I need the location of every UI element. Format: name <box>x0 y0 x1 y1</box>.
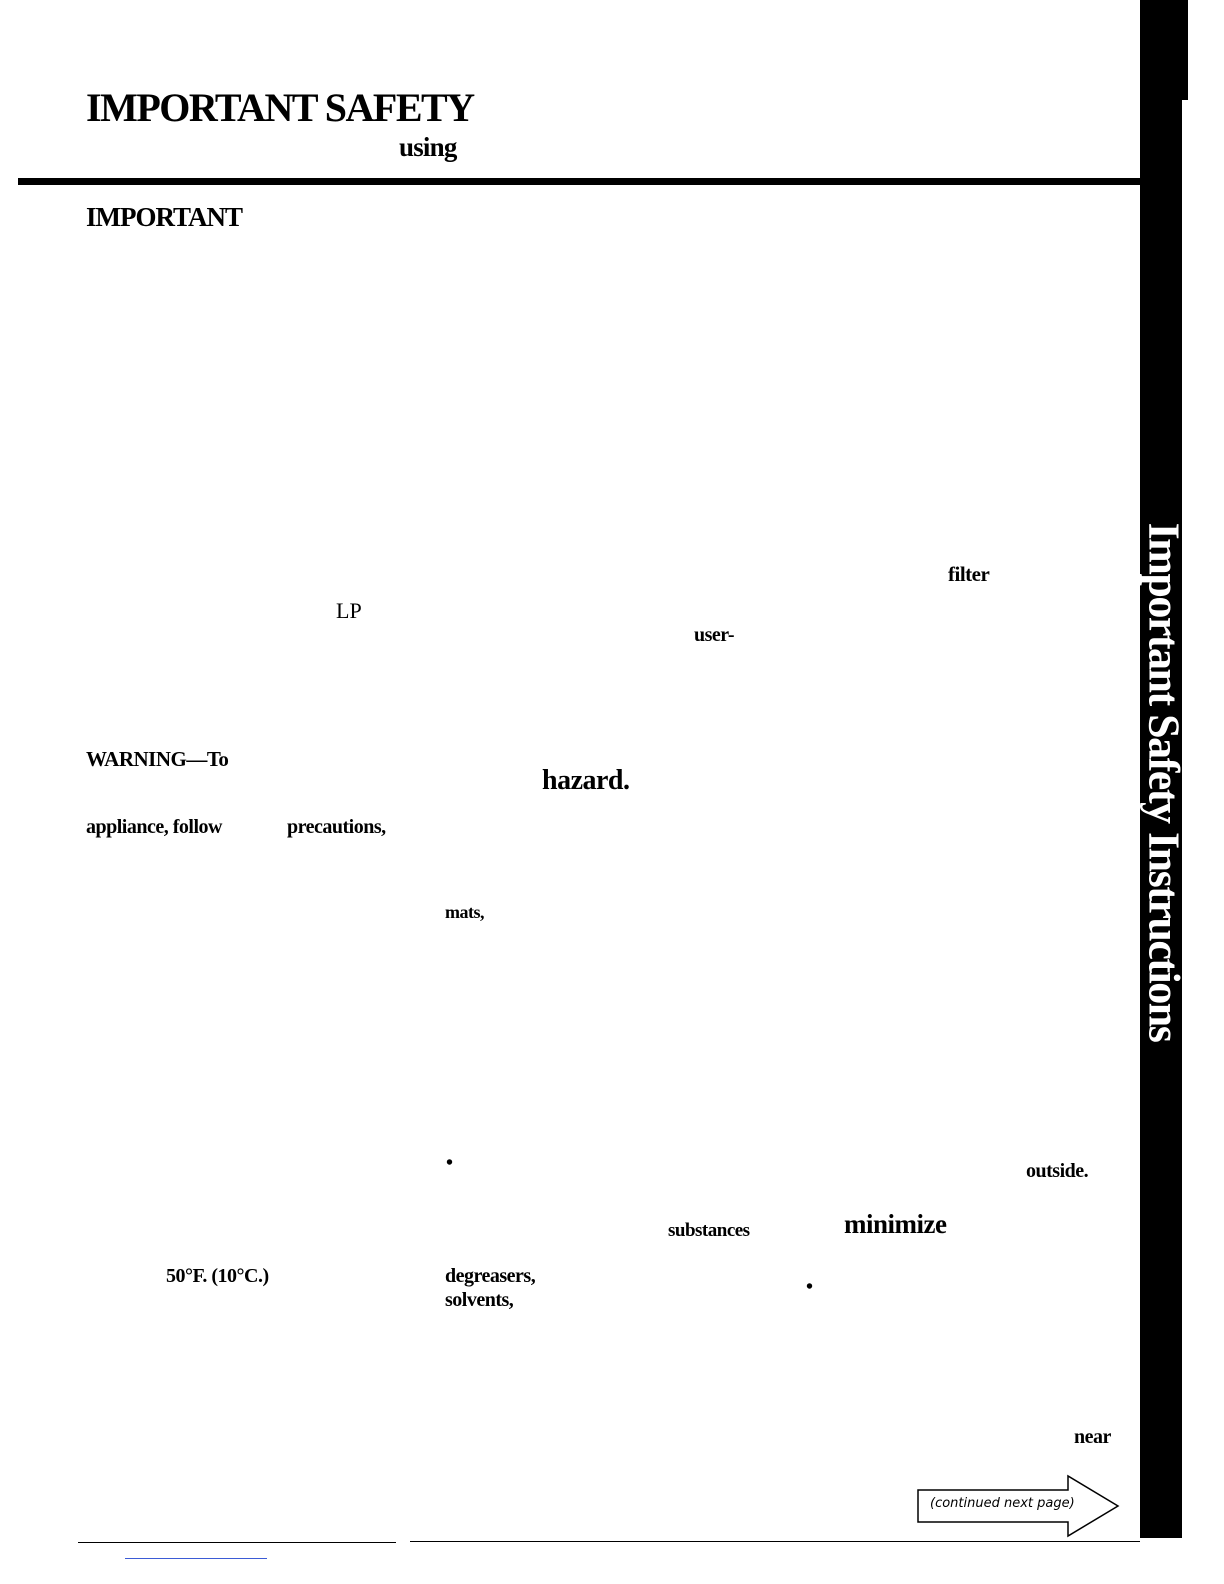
footer-rule <box>410 1541 1140 1542</box>
header-rule <box>18 178 1140 185</box>
page-title: IMPORTANT SAFETY <box>86 85 474 130</box>
bullet-marker: • <box>446 1152 454 1174</box>
text-fragment-precautions: precautions, <box>287 816 386 838</box>
sidebar-label: Important Safety Instructions <box>1139 522 1189 1042</box>
continued-label: (continued next page) <box>930 1496 1075 1511</box>
text-fragment-mats: mats, <box>445 902 484 922</box>
text-fragment-warning: WARNING—To <box>86 747 229 771</box>
text-fragment-user: user- <box>694 624 735 646</box>
footer-rule <box>78 1542 396 1543</box>
text-fragment-filter: filter <box>948 562 990 586</box>
text-fragment-minimize: minimize <box>844 1209 947 1239</box>
text-fragment-hazard: hazard. <box>542 765 630 796</box>
text-fragment-appliance: appliance, follow <box>86 816 222 838</box>
footer-link-underline <box>125 1558 267 1559</box>
text-fragment-lp: LP <box>336 598 362 623</box>
text-fragment-substances: substances <box>668 1220 750 1241</box>
text-fragment-solvents: solvents, <box>445 1289 514 1311</box>
text-fragment-degreasers: degreasers, <box>445 1265 536 1287</box>
text-fragment-outside: outside. <box>1026 1160 1089 1182</box>
section-heading: IMPORTANT <box>86 202 243 232</box>
text-fragment-temperature: 50°F. (10°C.) <box>166 1265 269 1287</box>
text-fragment-near: near <box>1074 1426 1111 1448</box>
page-subtitle: using <box>399 132 457 162</box>
bullet-marker: • <box>806 1276 814 1298</box>
